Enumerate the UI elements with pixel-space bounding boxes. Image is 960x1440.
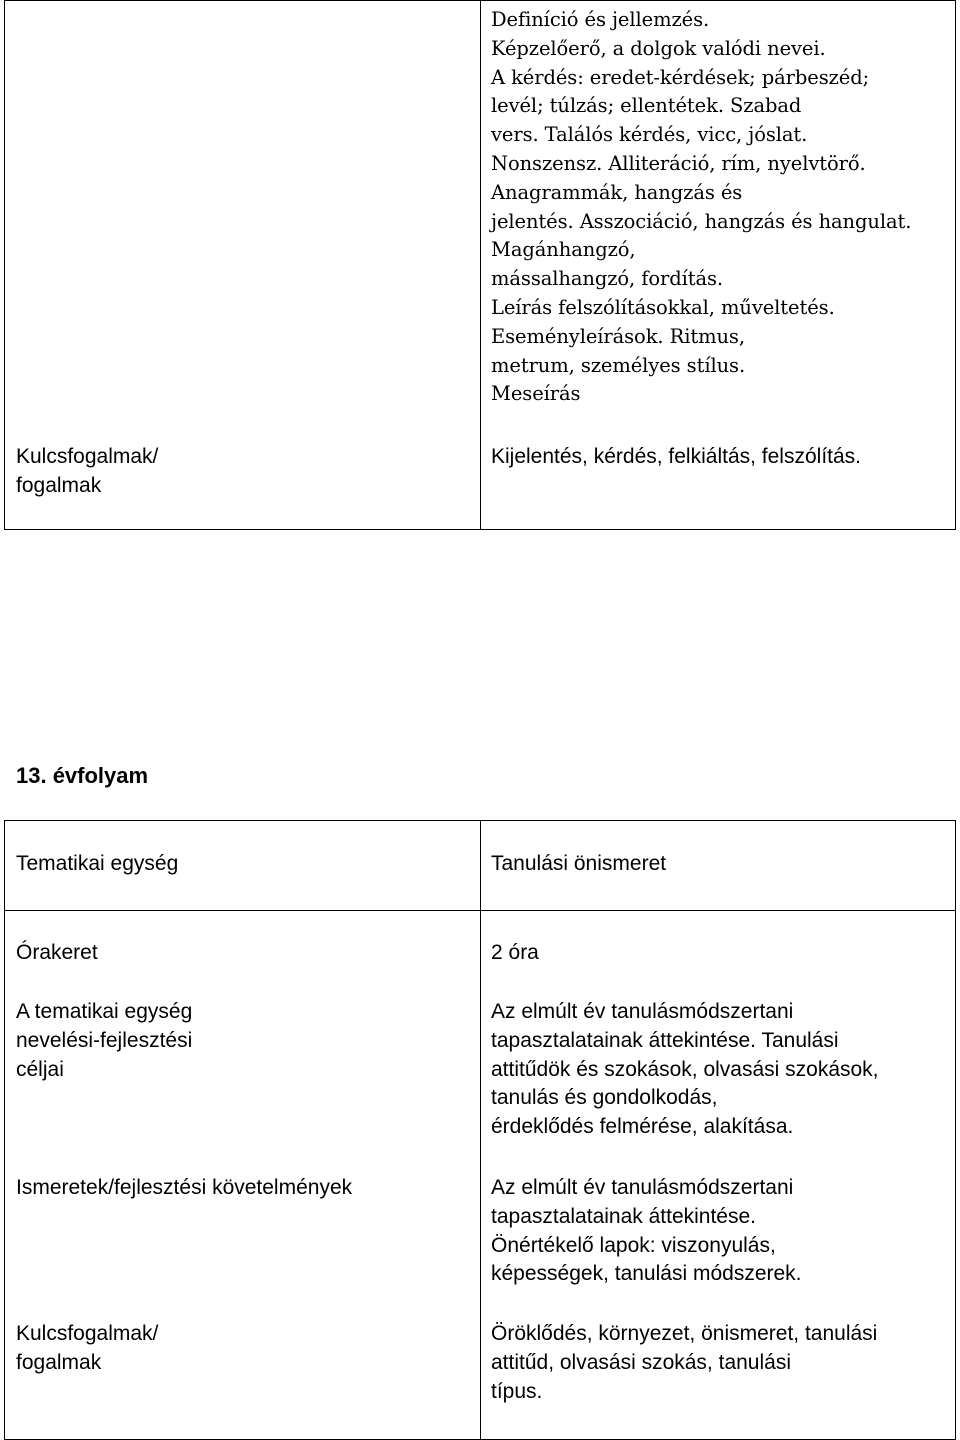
content-line: A kérdés: eredet-kérdések; párbeszéd; — [491, 65, 870, 89]
theme-value: Tanulási önismeret — [491, 852, 667, 875]
content-line: Leírás felszólításokkal, műveltetés. — [491, 295, 835, 319]
requirements-label: Ismeretek/fejlesztési követelmények — [16, 1176, 353, 1199]
content-line: vers. Találós kérdés, vicc, jóslat. — [491, 123, 808, 147]
requirements-value: Az elmúlt év tanulásmódszertani tapasztalatainak áttekintése. Önértékelő lapok: viszonyulás, képességek, tanulási módszerek. — [491, 1176, 802, 1286]
content-line: Meseírás — [491, 382, 581, 406]
content-line: jelentés. Asszociáció, hangzás és hangulat. — [491, 209, 912, 233]
hours-value: 2 óra — [491, 941, 539, 964]
content-line: Definíció és jellemzés. — [491, 8, 710, 31]
content-line: metrum, személyes stílus. — [491, 353, 746, 377]
key-concepts-value: Kijelentés, kérdés, felkiáltás, felszólítás. — [491, 445, 862, 468]
goals-value: Az elmúlt év tanulásmódszertani tapasztalatainak áttekintése. Tanulási attitűdök és szokások, olvasási szokások, tanulás és gondolkodás, érdeklődés felmérése, alakítása. — [491, 1000, 879, 1139]
content-line: Nonszensz. Alliteráció, rím, nyelvtörő. — [491, 151, 866, 175]
hours-label: Órakeret — [16, 941, 98, 964]
content-line: mássalhangzó, fordítás. — [491, 267, 723, 291]
content-line: Magánhangzó, — [491, 238, 636, 262]
bottom-table-row-separator — [4, 910, 956, 911]
key-concepts-label: Kulcsfogalmak/ fogalmak — [16, 445, 159, 497]
bottom-key-concepts-value: Öröklődés, környezet, önismeret, tanulási attitűd, olvasási szokás, tanulási típus. — [491, 1322, 878, 1403]
content-line: levél; túlzás; ellentétek. Szabad — [491, 94, 802, 118]
bottom-key-concepts-label: Kulcsfogalmak/ fogalmak — [16, 1322, 159, 1374]
theme-label: Tematikai egység — [16, 852, 179, 875]
top-table-content — [491, 6, 911, 409]
bottom-table-divider — [480, 820, 481, 1440]
content-line: Képzelőerő, a dolgok valódi nevei. — [491, 36, 826, 60]
section-heading: 13. évfolyam — [16, 763, 149, 788]
top-table-divider — [480, 0, 481, 530]
content-line: Anagrammák, hangzás és — [491, 180, 743, 204]
goals-label: A tematikai egység nevelési-fejlesztési céljai — [16, 1000, 193, 1081]
content-line: Eseményleírások. Ritmus, — [491, 324, 745, 348]
